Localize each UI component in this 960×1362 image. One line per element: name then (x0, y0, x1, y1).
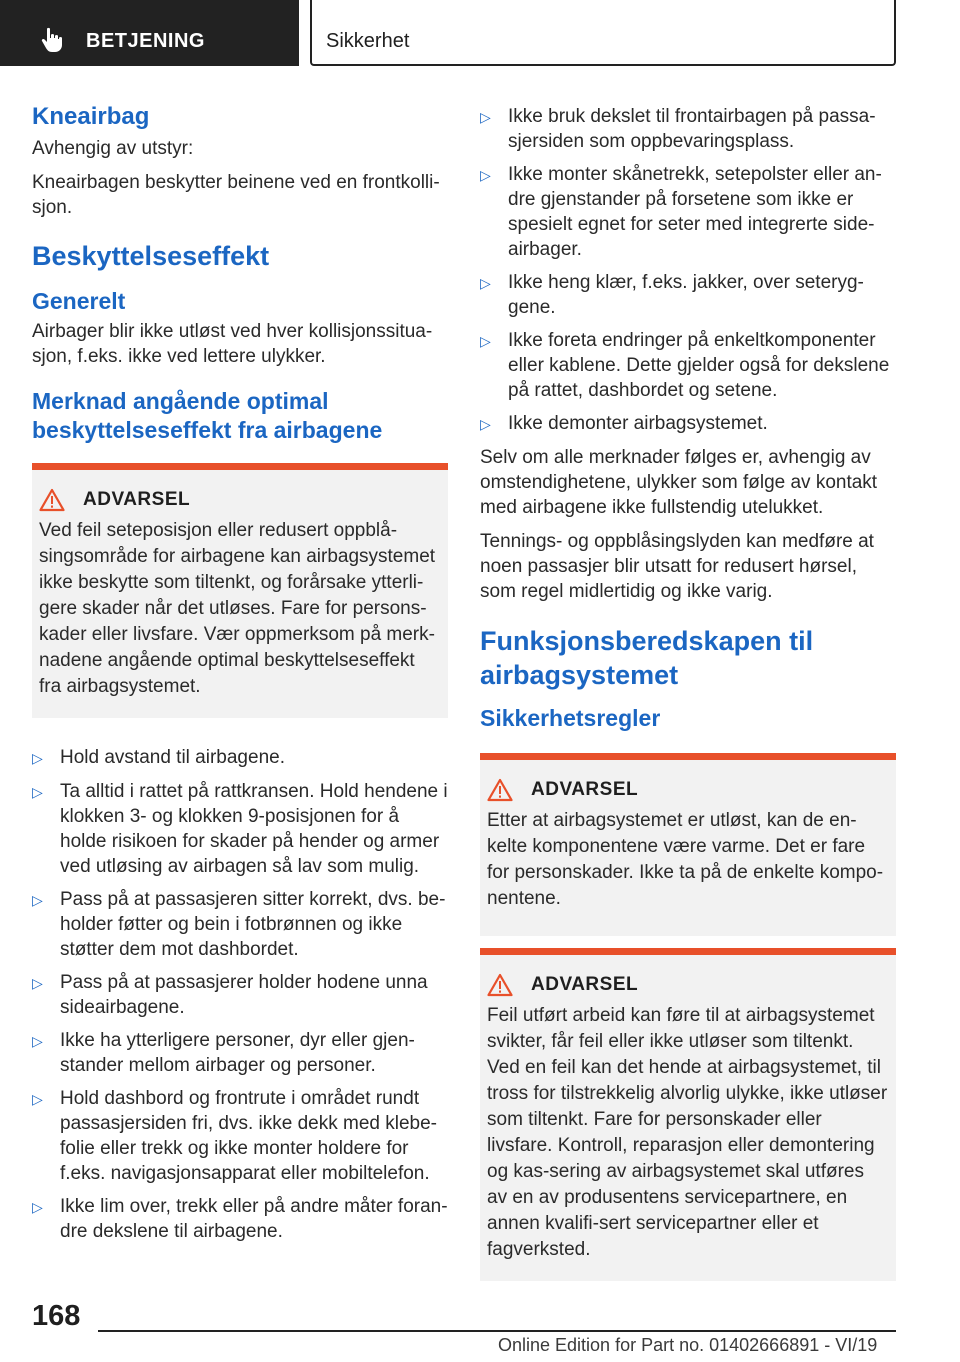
heading-merknad: Merknad angående optimal beskyttelseseffekt fra airbagene (32, 388, 383, 443)
heading-kneairbag: Kneairbag (32, 103, 150, 130)
paragraph-avhengig: Avhengig av utstyr: (32, 138, 194, 159)
list-item: ▷ Ikke demonter airbagsystemet. (480, 411, 896, 437)
right-column (480, 104, 896, 1281)
warning-box (480, 753, 896, 936)
list-item: ▷ Ta alltid i rattet på rattkransen. Hold hendene i klokken 3- og klokken 9-posisjonen for å holde risikoen for skader på hender og armer ved utløsing av airbagen så lav som mulig. (32, 781, 448, 877)
heading-beskyttelseseffekt: Beskyttelseseffekt (32, 241, 270, 271)
triangle-right-icon: ▷ (32, 975, 43, 991)
warning-box (480, 948, 896, 1281)
paragraph-kneairbagen: Kneairbagen beskytter beinene ved en frontkolli-sjon. (32, 172, 440, 218)
warning-title: ADVARSEL (531, 779, 639, 800)
section-tab (0, 0, 299, 66)
list-item: ▷ Ikke ha ytterligere personer, dyr eller gjen-stander mellom airbager og personer. (32, 1030, 415, 1076)
heading-sikkerhetsregler: Sikkerhetsregler (480, 705, 661, 731)
footer-edition: Online Edition for Part no. 01402666891 - VI/19 (498, 1335, 878, 1355)
warning-text: Feil utført arbeid kan føre til at airbagsystemet svikter, får feil eller ikke utløser som tiltenkt. Ved en feil kan det hende at airbagsystemet, til tross for tilstrekkelig alvorlig ulykke, ikke utløser som tiltenkt. Fare for personskader eller livsfare. Kontroll, reparasjon eller demontering og kas-sering av airbagsystemet skal utføres av en av produsentens servicepartnere, en annen kvalifi-sert servicepartner eller et fagverksted. (487, 1005, 888, 1260)
list-item: ▷ Ikke lim over, trekk eller på andre måter foran-dre dekslene til airbagene. (32, 1196, 448, 1242)
triangle-right-icon: ▷ (32, 750, 43, 766)
triangle-right-icon: ▷ (32, 1033, 43, 1049)
warning-title: ADVARSEL (83, 489, 191, 510)
warning-triangle-icon (39, 488, 65, 512)
triangle-right-icon: ▷ (32, 1199, 43, 1215)
triangle-right-icon: ▷ (480, 167, 491, 183)
triangle-right-icon: ▷ (480, 416, 491, 432)
triangle-right-icon: ▷ (32, 1091, 43, 1107)
list-item: ▷ Pass på at passasjeren sitter korrekt, dvs. be-holder føtter og bein i fotbrønnen og ikke støtter dem mot dashbordet. (32, 889, 446, 960)
warning-text: Etter at airbagsystemet er utløst, kan de en-kelte komponentene være varme. Det er fare for personskader. Ikke ta på de enkelte kompo-nentene. (487, 810, 884, 909)
section-title: BETJENING (86, 30, 205, 52)
list-item: ▷ Ikke heng klær, f.eks. jakker, over seteryg-gene. (480, 272, 864, 318)
warning-triangle-icon (487, 778, 513, 802)
warning-box (32, 463, 448, 718)
hand-pointer-icon (38, 26, 66, 54)
heading-generelt: Generelt (32, 288, 126, 314)
list-item: ▷ Hold avstand til airbagene. (32, 745, 448, 771)
page-number: 168 (32, 1300, 81, 1332)
triangle-right-icon: ▷ (480, 333, 491, 349)
paragraph-tennings: Tennings- og oppblåsingslyden kan medføre at noen passasjer blir utsatt for redusert hørsel, som regel midlertidig og ikke varig. (480, 531, 874, 602)
list-item: ▷ Hold dashbord og frontrute i området rundt passasjersiden fri, dvs. ikke dekk med klebe-folie eller trekk og ikke monter holdere for f.eks. navigasjonsapparat eller mobiltelefon. (32, 1088, 437, 1184)
footer-divider (98, 1330, 896, 1332)
triangle-right-icon: ▷ (32, 892, 43, 908)
triangle-right-icon: ▷ (480, 109, 491, 125)
list-item: ▷ Ikke bruk dekslet til frontairbagen på passa-sjersiden som oppbevaringsplass. (480, 106, 876, 152)
triangle-right-icon: ▷ (32, 784, 43, 800)
warning-text: Ved feil seteposisjon eller redusert oppblå-singsområde for airbagene kan airbagsystemet ikke beskytte som tiltenkt, og forårsake ytterli-gere skader når det utløses. Fare for persons-kader eller livsfare. Vær oppmerksom på merk-nadene angående optimal beskyttelseseffekt fra airbagsystemet. (39, 520, 436, 697)
heading-funksjonsberedskapen: Funksjonsberedskapen til airbagsystemet (480, 626, 814, 690)
safety-list-right (480, 104, 896, 437)
list-item: ▷ Ikke monter skånetrekk, setepolster eller an-dre gjenstander på forsetene som ikke er spesielt egnet for seter med integrerte side-airbager. (480, 164, 882, 260)
paragraph-selv-om: Selv om alle merknader følges er, avhengig av omstendighetene, ulykker som følge av kontakt med airbagene ikke fullstendig utelukket. (480, 447, 878, 518)
warning-title: ADVARSEL (531, 974, 639, 995)
triangle-right-icon: ▷ (480, 275, 491, 291)
warning-triangle-icon (487, 973, 513, 997)
list-item: ▷ Pass på at passasjerer holder hodene unna sideairbagene. (32, 972, 428, 1018)
safety-list-left (32, 745, 448, 1244)
chapter-title: Sikkerhet (326, 30, 410, 52)
left-column (32, 98, 448, 1252)
list-item: ▷ Ikke foreta endringer på enkeltkomponenter eller kablene. Dette gjelder også for dekslene på rattet, dashbordet og setene. (480, 330, 890, 401)
paragraph-generelt: Airbager blir ikke utløst ved hver kollisjonssitua-sjon, f.eks. ikke ved lettere ulykker. (32, 321, 433, 367)
